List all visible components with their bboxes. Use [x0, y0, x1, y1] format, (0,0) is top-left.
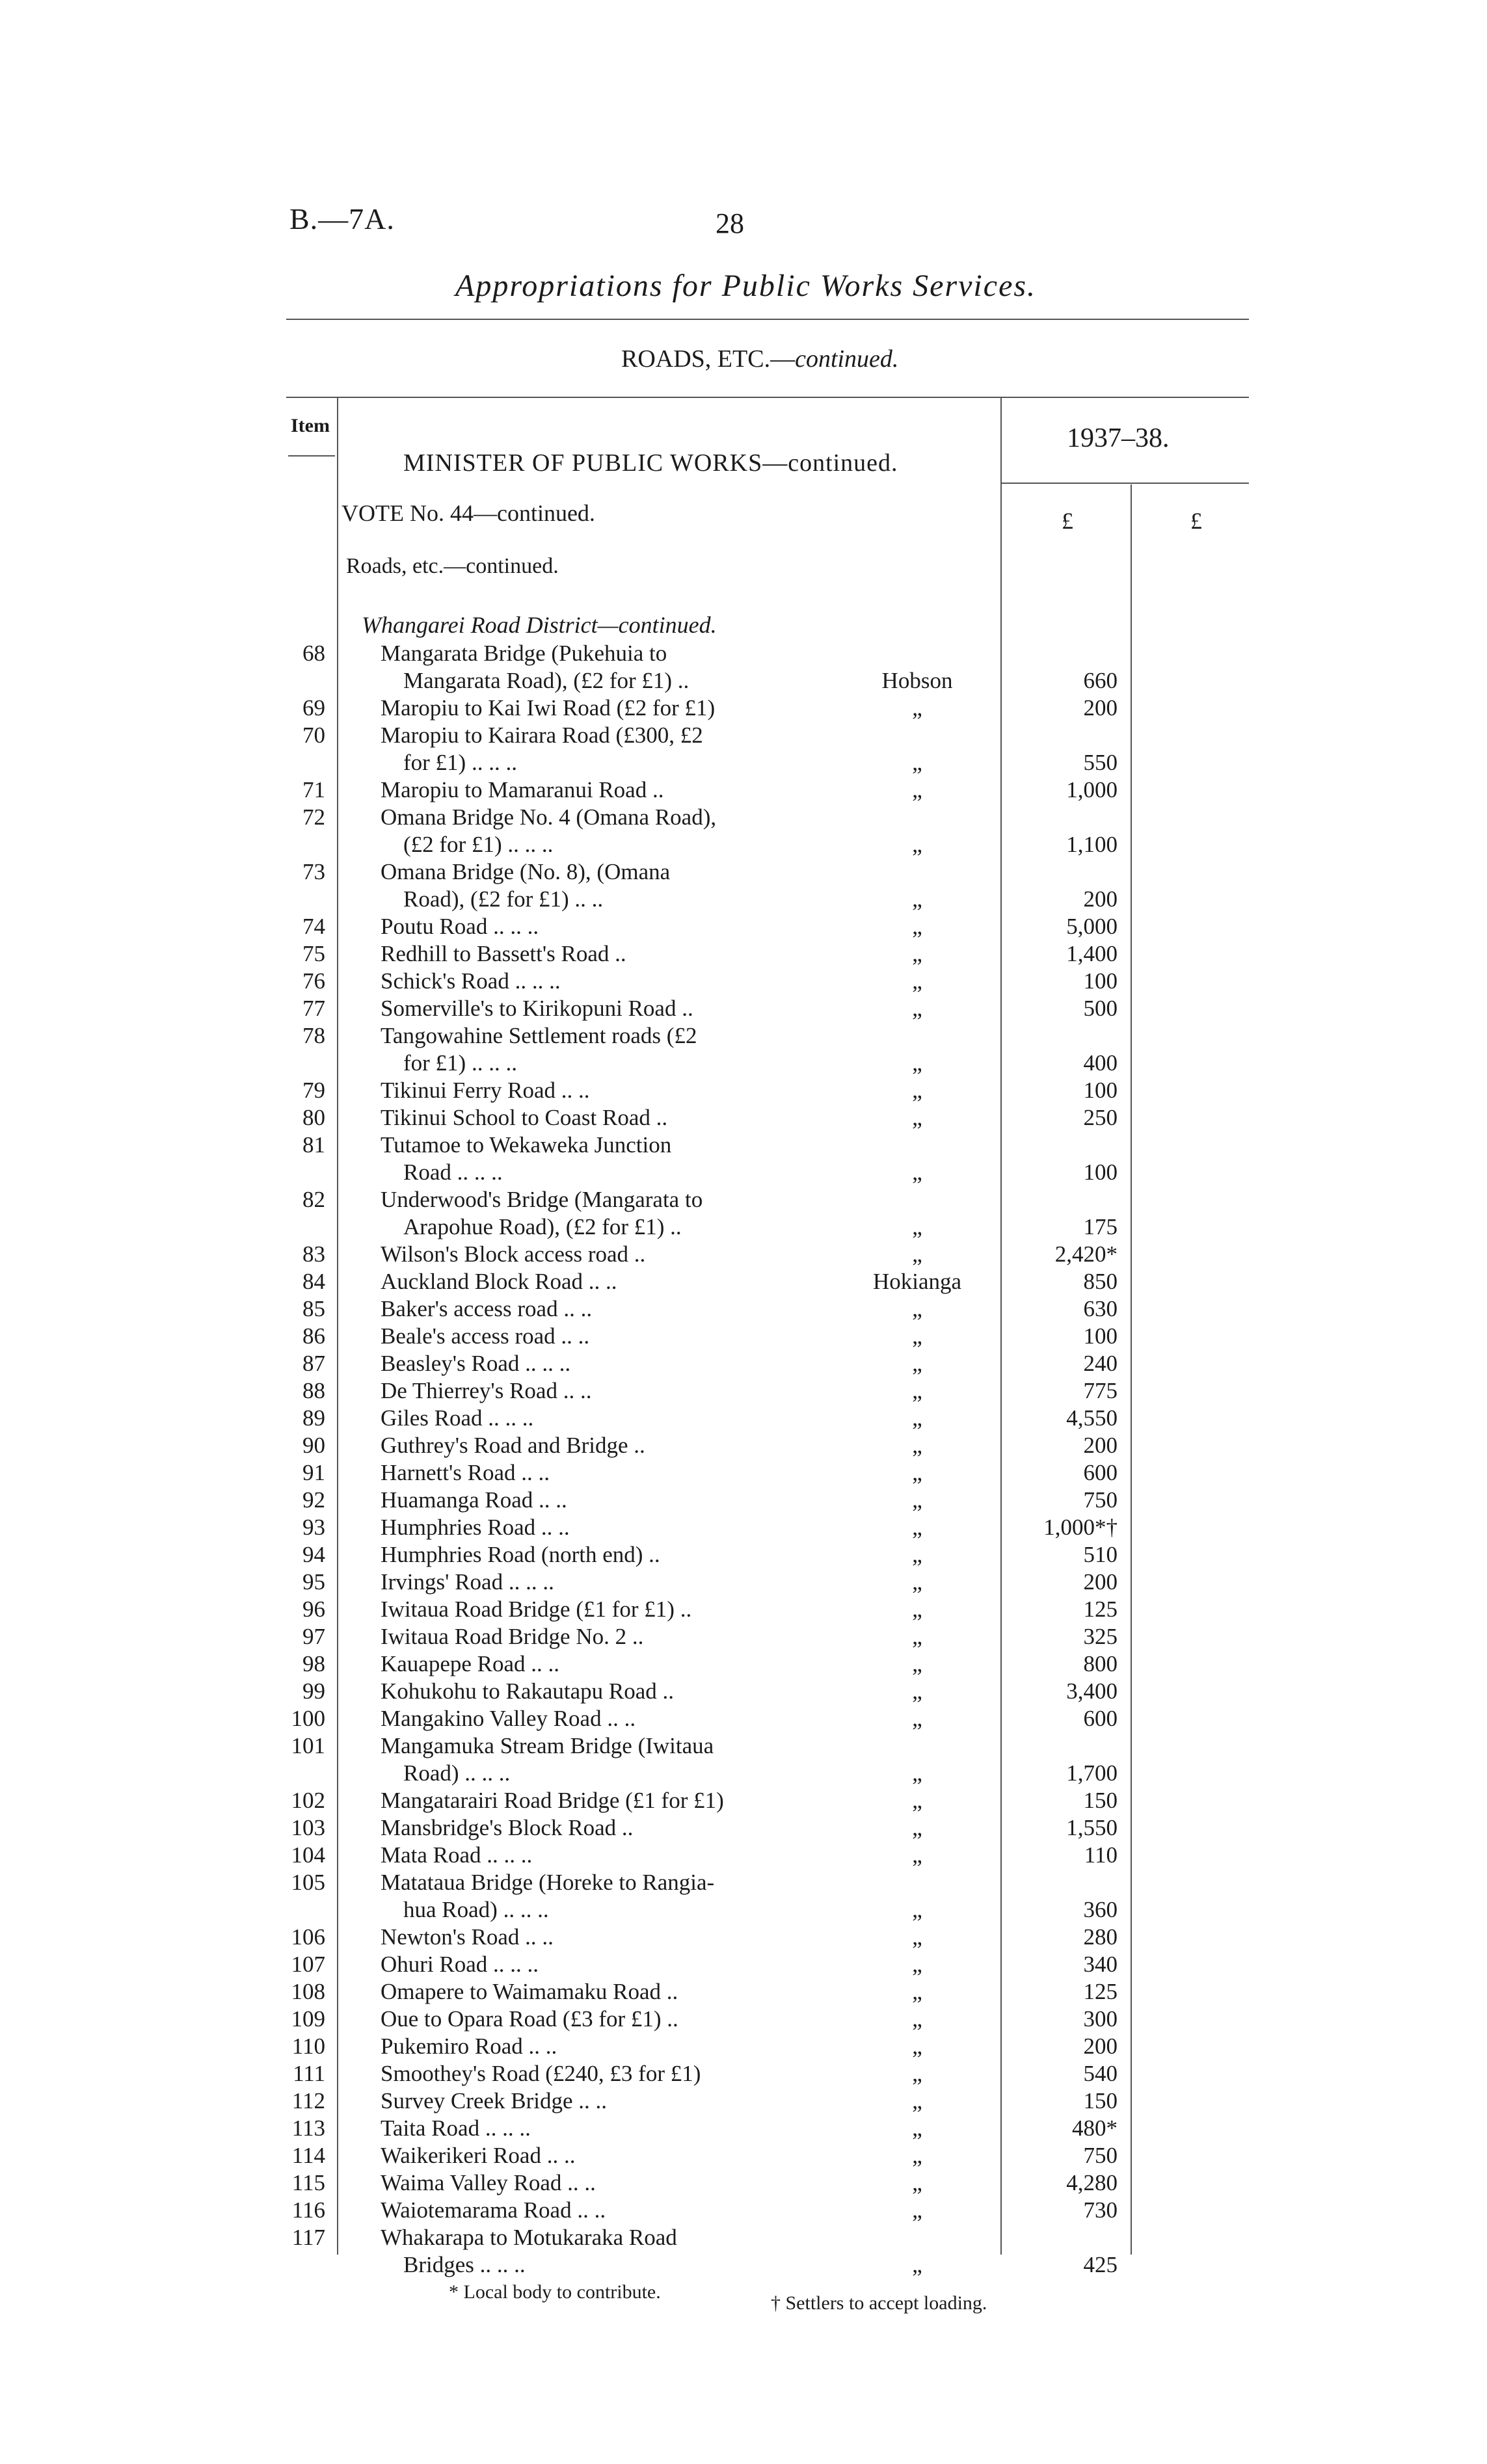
- item-description: Survey Creek Bridge .. ..: [381, 2088, 607, 2113]
- item-description: Schick's Road .. .. ..: [381, 968, 561, 994]
- section-subtitle: [621, 345, 898, 373]
- electorate: „: [912, 2170, 922, 2195]
- amount: 175: [1083, 1214, 1118, 1239]
- amount: 280: [1083, 1924, 1118, 1950]
- item-number: 100: [291, 1706, 325, 1731]
- electorate: „: [912, 2115, 922, 2141]
- electorate: „: [912, 1487, 922, 1513]
- item-description: Wilson's Block access road ..: [381, 1241, 646, 1267]
- item-number: 89: [302, 1405, 325, 1431]
- table-row: [0, 1678, 1487, 1706]
- amount: 200: [1083, 695, 1118, 721]
- table-row: [0, 1542, 1487, 1569]
- item-description: Maropiu to Kairara Road (£300, £2: [381, 722, 703, 748]
- item-number: 78: [302, 1023, 325, 1048]
- item-description: Underwood's Bridge (Mangarata to: [381, 1187, 703, 1212]
- table-row: [0, 2225, 1487, 2279]
- item-description: Mangatarairi Road Bridge (£1 for £1): [381, 1788, 724, 1813]
- item-description: Omana Bridge No. 4 (Omana Road),: [381, 804, 717, 830]
- item-number: 105: [291, 1870, 325, 1895]
- amount: 150: [1083, 1788, 1118, 1813]
- electorate: „: [912, 695, 922, 721]
- table-row: [0, 1487, 1487, 1515]
- amount: 4,280: [1066, 2170, 1118, 2195]
- electorate: Hokianga: [872, 1269, 962, 1294]
- amount: 750: [1083, 2143, 1118, 2168]
- item-number: 98: [302, 1651, 325, 1676]
- table-row: [0, 804, 1487, 859]
- item-number: 114: [291, 2143, 325, 2168]
- table-row: [0, 941, 1487, 968]
- amount: 1,000*†: [1043, 1515, 1118, 1540]
- table-row: [0, 1596, 1487, 1624]
- item-description: Ohuri Road .. .. ..: [381, 1952, 539, 1977]
- item-description: Humphries Road (north end) ..: [381, 1542, 660, 1567]
- table-row: [0, 1296, 1487, 1323]
- item-description: Whakarapa to Motukaraka Road: [381, 2225, 677, 2250]
- amount: 775: [1083, 1378, 1118, 1403]
- electorate: „: [912, 777, 922, 802]
- amount: 300: [1083, 2006, 1118, 2032]
- item-number: 88: [302, 1378, 325, 1403]
- page-title: Appropriations for Public Works Services.: [455, 269, 1037, 303]
- title-rule: [286, 319, 1249, 320]
- item-description: Mangakino Valley Road .. ..: [381, 1706, 636, 1731]
- electorate: „: [912, 1815, 922, 1840]
- electorate: Hobson: [881, 668, 953, 693]
- footnote-settlers: † Settlers to accept loading.: [771, 2292, 987, 2314]
- amount: 1,100: [1066, 832, 1118, 857]
- item-number: 106: [291, 1924, 325, 1950]
- table-row: [0, 1706, 1487, 1733]
- item-description: Waiotemarama Road .. ..: [381, 2197, 606, 2223]
- amount: 200: [1083, 1433, 1118, 1458]
- item-description: Iwitaua Road Bridge (£1 for £1) ..: [381, 1596, 692, 1622]
- table-row: [0, 859, 1487, 914]
- item-description: Harnett's Road .. ..: [381, 1460, 550, 1485]
- amount: 630: [1083, 1296, 1118, 1321]
- amount: 1,550: [1066, 1815, 1118, 1840]
- item-description: Kohukohu to Rakautapu Road ..: [381, 1678, 675, 1704]
- amount: 800: [1083, 1651, 1118, 1676]
- amount: 240: [1083, 1351, 1118, 1376]
- table-row: [0, 1105, 1487, 1132]
- item-number: 97: [302, 1624, 325, 1649]
- item-number: 94: [302, 1542, 325, 1567]
- table-row: [0, 1132, 1487, 1187]
- item-number: 70: [302, 722, 325, 748]
- table-row: [0, 1979, 1487, 2006]
- electorate: „: [912, 2143, 922, 2168]
- table-row: [0, 1405, 1487, 1433]
- amount: 550: [1083, 750, 1118, 775]
- table-row: [0, 1351, 1487, 1378]
- electorate: „: [912, 2197, 922, 2223]
- table-row: [0, 1569, 1487, 1596]
- electorate: „: [912, 1678, 922, 1704]
- table-row: [0, 1078, 1487, 1105]
- electorate: „: [912, 1760, 922, 1786]
- item-number: 95: [302, 1569, 325, 1595]
- amount: 660: [1083, 668, 1118, 693]
- item-description: Tangowahine Settlement roads (£2: [381, 1023, 697, 1048]
- item-description: Omapere to Waimamaku Road ..: [381, 1979, 678, 2004]
- electorate: „: [912, 2252, 922, 2277]
- item-number: 76: [302, 968, 325, 994]
- item-description: Tikinui School to Coast Road ..: [381, 1105, 668, 1130]
- item-description: Mangarata Bridge (Pukehuia to: [381, 641, 667, 666]
- item-description: Mansbridge's Block Road ..: [381, 1815, 634, 1840]
- table-row: [0, 1023, 1487, 1078]
- item-description: Maropiu to Mamaranui Road ..: [381, 777, 664, 802]
- amount: 100: [1083, 1078, 1118, 1103]
- amount: 200: [1083, 1569, 1118, 1595]
- electorate: „: [912, 1706, 922, 1731]
- item-number: 115: [291, 2170, 325, 2195]
- electorate: „: [912, 1952, 922, 1977]
- electorate: „: [912, 2088, 922, 2113]
- item-number: 91: [302, 1460, 325, 1485]
- electorate: „: [912, 1460, 922, 1485]
- item-description: De Thierrey's Road .. ..: [381, 1378, 592, 1403]
- item-number: 68: [302, 641, 325, 666]
- table-row: [0, 2006, 1487, 2033]
- item-description-continued: Road .. .. ..: [403, 1159, 503, 1185]
- item-number: 104: [291, 1842, 325, 1868]
- page-number: 28: [716, 207, 744, 239]
- table-row: [0, 2197, 1487, 2225]
- item-column-header: Item: [291, 415, 330, 436]
- amount: 5,000: [1066, 914, 1118, 939]
- document-reference: B.—7A.: [289, 202, 395, 235]
- item-number: 81: [302, 1132, 325, 1158]
- table-row: [0, 722, 1487, 777]
- item-description: Guthrey's Road and Bridge ..: [381, 1433, 645, 1458]
- electorate: „: [912, 941, 922, 966]
- item-number: 101: [291, 1733, 325, 1758]
- electorate: „: [912, 996, 922, 1021]
- item-description: Huamanga Road .. ..: [381, 1487, 567, 1513]
- amount: 500: [1083, 996, 1118, 1021]
- item-description: Redhill to Bassett's Road ..: [381, 941, 626, 966]
- amount: 400: [1083, 1050, 1118, 1076]
- electorate: „: [912, 914, 922, 939]
- amount: 600: [1083, 1460, 1118, 1485]
- electorate: „: [912, 1651, 922, 1676]
- table-row: [0, 1460, 1487, 1487]
- amount: 425: [1083, 2252, 1118, 2277]
- minister-heading: MINISTER OF PUBLIC WORKS—continued.: [403, 449, 898, 477]
- table-row: [0, 2061, 1487, 2088]
- table-row: [0, 2143, 1487, 2170]
- electorate: „: [912, 1515, 922, 1540]
- electorate: „: [912, 968, 922, 994]
- electorate: „: [912, 750, 922, 775]
- item-number: 107: [291, 1952, 325, 1977]
- item-number: 113: [291, 2115, 325, 2141]
- currency-symbol-2: £: [1190, 508, 1202, 534]
- electorate: „: [912, 1924, 922, 1950]
- amount: 750: [1083, 1487, 1118, 1513]
- electorate: „: [912, 1296, 922, 1321]
- item-number: 83: [302, 1241, 325, 1267]
- table-row: [0, 1624, 1487, 1651]
- table-row: [0, 1733, 1487, 1788]
- item-description-continued: hua Road) .. .. ..: [403, 1897, 549, 1922]
- table-row: [0, 996, 1487, 1023]
- item-description-continued: for £1) .. .. ..: [403, 1050, 517, 1076]
- table-row: [0, 777, 1487, 804]
- item-number: 74: [302, 914, 325, 939]
- table-row: [0, 1269, 1487, 1296]
- district-heading: Whangarei Road District—continued.: [362, 612, 717, 638]
- footnote-local-body: * Local body to contribute.: [449, 2281, 661, 2303]
- table-row: [0, 2088, 1487, 2115]
- table-row: [0, 1433, 1487, 1460]
- table-row: [0, 2033, 1487, 2061]
- electorate: „: [912, 1214, 922, 1239]
- item-description: Smoothey's Road (£240, £3 for £1): [381, 2061, 701, 2086]
- electorate: „: [912, 1569, 922, 1595]
- table-row: [0, 1187, 1487, 1241]
- electorate: „: [912, 1842, 922, 1868]
- table-row: [0, 641, 1487, 695]
- electorate: „: [912, 1078, 922, 1103]
- electorate: „: [912, 1050, 922, 1076]
- amount: 360: [1083, 1897, 1118, 1922]
- item-description: Humphries Road .. ..: [381, 1515, 570, 1540]
- electorate: „: [912, 1788, 922, 1813]
- amount: 4,550: [1066, 1405, 1118, 1431]
- item-number: 108: [291, 1979, 325, 2004]
- amount: 125: [1083, 1596, 1118, 1622]
- item-number: 111: [293, 2061, 325, 2086]
- table-row: [0, 968, 1487, 996]
- item-description: Iwitaua Road Bridge No. 2 ..: [381, 1624, 644, 1649]
- table-top-rule: [286, 397, 1249, 398]
- item-description-continued: for £1) .. .. ..: [403, 750, 517, 775]
- amount: 2,420*: [1054, 1241, 1118, 1267]
- amount: 1,700: [1066, 1760, 1118, 1786]
- item-description: Maropiu to Kai Iwi Road (£2 for £1): [381, 695, 716, 721]
- item-description: Tutamoe to Wekaweka Junction: [381, 1132, 672, 1158]
- electorate: „: [912, 2006, 922, 2032]
- table-row: [0, 1378, 1487, 1405]
- item-description: Taita Road .. .. ..: [381, 2115, 531, 2141]
- table-row: [0, 695, 1487, 722]
- amount: 100: [1083, 1159, 1118, 1185]
- roads-subheading: Roads, etc.—continued.: [346, 554, 559, 578]
- item-number: 96: [302, 1596, 325, 1622]
- amount: 250: [1083, 1105, 1118, 1130]
- amount: 1,400: [1066, 941, 1118, 966]
- item-number: 69: [302, 695, 325, 721]
- item-underline: [288, 455, 335, 457]
- item-number: 75: [302, 941, 325, 966]
- amount: 340: [1083, 1952, 1118, 1977]
- table-row: [0, 1842, 1487, 1870]
- amount: 1,000: [1066, 777, 1118, 802]
- item-description: Oue to Opara Road (£3 for £1) ..: [381, 2006, 678, 2032]
- item-number: 112: [291, 2088, 325, 2113]
- vote-heading: VOTE No. 44—continued.: [342, 500, 595, 526]
- amount: 150: [1083, 2088, 1118, 2113]
- electorate: „: [912, 1323, 922, 1349]
- item-number: 86: [302, 1323, 325, 1349]
- item-number: 82: [302, 1187, 325, 1212]
- electorate: „: [912, 2061, 922, 2086]
- amount: 125: [1083, 1979, 1118, 2004]
- item-description-continued: Arapohue Road), (£2 for £1) ..: [403, 1214, 682, 1239]
- item-description: Somerville's to Kirikopuni Road ..: [381, 996, 693, 1021]
- item-description: Baker's access road .. ..: [381, 1296, 593, 1321]
- subtitle-continued: continued.: [795, 345, 899, 373]
- item-description: Irvings' Road .. .. ..: [381, 1569, 554, 1595]
- item-description: Waikerikeri Road .. ..: [381, 2143, 576, 2168]
- table-row: [0, 1952, 1487, 1979]
- item-number: 84: [302, 1269, 325, 1294]
- electorate: „: [912, 1241, 922, 1267]
- table-row: [0, 914, 1487, 941]
- item-description: Mangamuka Stream Bridge (Iwitaua: [381, 1733, 714, 1758]
- electorate: „: [912, 2033, 922, 2059]
- electorate: „: [912, 1378, 922, 1403]
- item-description-continued: Bridges .. .. ..: [403, 2252, 526, 2277]
- electorate: „: [912, 1596, 922, 1622]
- amount: 100: [1083, 1323, 1118, 1349]
- item-description-continued: Road), (£2 for £1) .. ..: [403, 886, 604, 912]
- subtitle-main: ROADS, ETC.—: [621, 345, 796, 373]
- item-number: 102: [291, 1788, 325, 1813]
- amount: 110: [1084, 1842, 1118, 1868]
- item-description: Poutu Road .. .. ..: [381, 914, 539, 939]
- amount: 200: [1083, 2033, 1118, 2059]
- item-description: Matataua Bridge (Horeke to Rangia-: [381, 1870, 715, 1895]
- item-number: 80: [302, 1105, 325, 1130]
- amount: 510: [1083, 1542, 1118, 1567]
- item-number: 90: [302, 1433, 325, 1458]
- item-number: 92: [302, 1487, 325, 1513]
- electorate: „: [912, 886, 922, 912]
- amount: 540: [1083, 2061, 1118, 2086]
- item-number: 110: [291, 2033, 325, 2059]
- item-number: 85: [302, 1296, 325, 1321]
- table-row: [0, 1651, 1487, 1678]
- year-heading: 1937–38.: [1067, 423, 1170, 453]
- table-row: [0, 1815, 1487, 1842]
- item-number: 109: [291, 2006, 325, 2032]
- table-row: [0, 1515, 1487, 1542]
- table-row: [0, 1788, 1487, 1815]
- item-description: Newton's Road .. ..: [381, 1924, 554, 1950]
- item-number: 72: [302, 804, 325, 830]
- item-description: Waima Valley Road .. ..: [381, 2170, 596, 2195]
- item-description: Kauapepe Road .. ..: [381, 1651, 560, 1676]
- table-row: [0, 1924, 1487, 1952]
- amount: 200: [1083, 886, 1118, 912]
- item-description: Tikinui Ferry Road .. ..: [381, 1078, 590, 1103]
- table-row: [0, 1241, 1487, 1269]
- electorate: „: [912, 1351, 922, 1376]
- amount: 100: [1083, 968, 1118, 994]
- item-number: 103: [291, 1815, 325, 1840]
- item-description-continued: Mangarata Road), (£2 for £1) ..: [403, 668, 690, 693]
- electorate: „: [912, 1159, 922, 1185]
- year-underline: [1002, 483, 1249, 484]
- item-number: 117: [291, 2225, 325, 2250]
- item-description-continued: (£2 for £1) .. .. ..: [403, 832, 554, 857]
- item-number: 77: [302, 996, 325, 1021]
- item-number: 87: [302, 1351, 325, 1376]
- item-description: Pukemiro Road .. ..: [381, 2033, 557, 2059]
- amount: 600: [1083, 1706, 1118, 1731]
- item-description: Mata Road .. .. ..: [381, 1842, 533, 1868]
- amount: 325: [1083, 1624, 1118, 1649]
- item-number: 79: [302, 1078, 325, 1103]
- electorate: „: [912, 1405, 922, 1431]
- item-number: 93: [302, 1515, 325, 1540]
- electorate: „: [912, 1979, 922, 2004]
- electorate: „: [912, 1542, 922, 1567]
- table-row: [0, 2170, 1487, 2197]
- item-number: 99: [302, 1678, 325, 1704]
- item-description: Omana Bridge (No. 8), (Omana: [381, 859, 671, 884]
- item-number: 73: [302, 859, 325, 884]
- electorate: „: [912, 1105, 922, 1130]
- electorate: „: [912, 1624, 922, 1649]
- item-description: Beasley's Road .. .. ..: [381, 1351, 571, 1376]
- amount: 850: [1083, 1269, 1118, 1294]
- amount: 730: [1083, 2197, 1118, 2223]
- item-number: 116: [291, 2197, 325, 2223]
- item-number: 71: [302, 777, 325, 802]
- table-row: [0, 1870, 1487, 1924]
- electorate: „: [912, 832, 922, 857]
- electorate: „: [912, 1897, 922, 1922]
- item-description-continued: Road) .. .. ..: [403, 1760, 511, 1786]
- item-description: Beale's access road .. ..: [381, 1323, 590, 1349]
- amount: 3,400: [1066, 1678, 1118, 1704]
- table-row: [0, 1323, 1487, 1351]
- electorate: „: [912, 1433, 922, 1458]
- currency-symbol-1: £: [1062, 508, 1073, 534]
- amount: 480*: [1072, 2115, 1118, 2141]
- item-description: Giles Road .. .. ..: [381, 1405, 534, 1431]
- table-row: [0, 2115, 1487, 2143]
- item-description: Auckland Block Road .. ..: [381, 1269, 617, 1294]
